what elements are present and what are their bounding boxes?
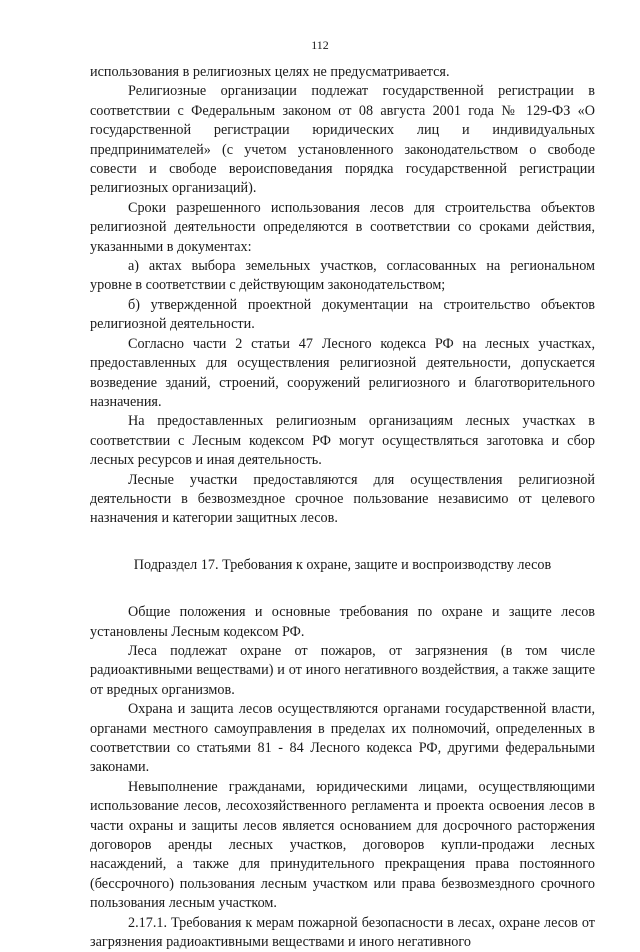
paragraph: Сроки разрешенного использования лесов для строительства объектов религиозной деятельности определяются в соответствии со сроками действия, указанными в документах: [90,199,595,255]
paragraph-continuation: использования в религиозных целях не предусматривается. [90,64,450,80]
paragraph: Религиозные организации подлежат государственной регистрации в соответствии с Федеральным законом от 08 августа 2001 года № 129-ФЗ «О государственной регистрации юридических лиц и индивидуальных предпринимателей» (с учетом установленного законодательством о свободе совести и свободе вероисповедания порядка государственной регистрации религиозных организаций). [90,83,595,197]
paragraph: Общие положения и основные требования по охране и защите лесов установлены Лесным кодексом РФ. [90,604,595,640]
list-item: а) актах выбора земельных участков, согласованных на региональном уровне в соответствии с действующим законодательством; [90,258,595,294]
page-number: 112 [311,38,329,52]
paragraph: Согласно части 2 статьи 47 Лесного кодекса РФ на лесных участках, предоставленных для осуществления религиозной деятельности, допускается возведение зданий, строений, сооружений религиозного и благотворительного назначения. [90,335,595,410]
page-body [90,63,595,952]
paragraph: Лесные участки предоставляются для осуществления религиозной деятельности в безвозмездное срочное пользование независимо от целевого назначения и категории защитных лесов. [90,471,595,527]
paragraph: Леса подлежат охране от пожаров, от загрязнения (в том числе радиоактивными веществами) и от иного негативного воздействия, а также защите от вредных организмов. [90,642,595,698]
paragraph: 2.17.1. Требования к мерам пожарной безопасности в лесах, охране лесов от загрязнения радиоактивными веществами и иного негативного [90,914,595,951]
paragraph: Невыполнение гражданами, юридическими лицами, осуществляющими использование лесов, лесохозяйственного регламента и проекта освоения лесов в части охраны и защиты лесов является основанием для досрочного расторжения договоров аренды лесных участков, договоров купли-продажи лесных насаждений, а также для принудительного прекращения права постоянного (бессрочного) пользования лесным участком или права безвозмездного срочного пользования лесным участком. [90,778,595,912]
paragraph: Охрана и защита лесов осуществляются органами государственной власти, органами местного самоуправления в пределах их полномочий, определенных в соответствии со статьями 81 - 84 Лесного кодекса РФ, другими федеральными законами. [90,701,595,776]
list-item: б) утвержденной проектной документации на строительство объектов религиозной деятельности. [90,296,595,333]
section-heading: Подраздел 17. Требования к охране, защите и воспроизводству лесов [133,556,552,573]
paragraph: На предоставленных религиозным организациям лесных участках в соответствии с Лесным кодексом РФ могут осуществляться заготовка и сбор лесных ресурсов и иная деятельность. [90,413,595,469]
